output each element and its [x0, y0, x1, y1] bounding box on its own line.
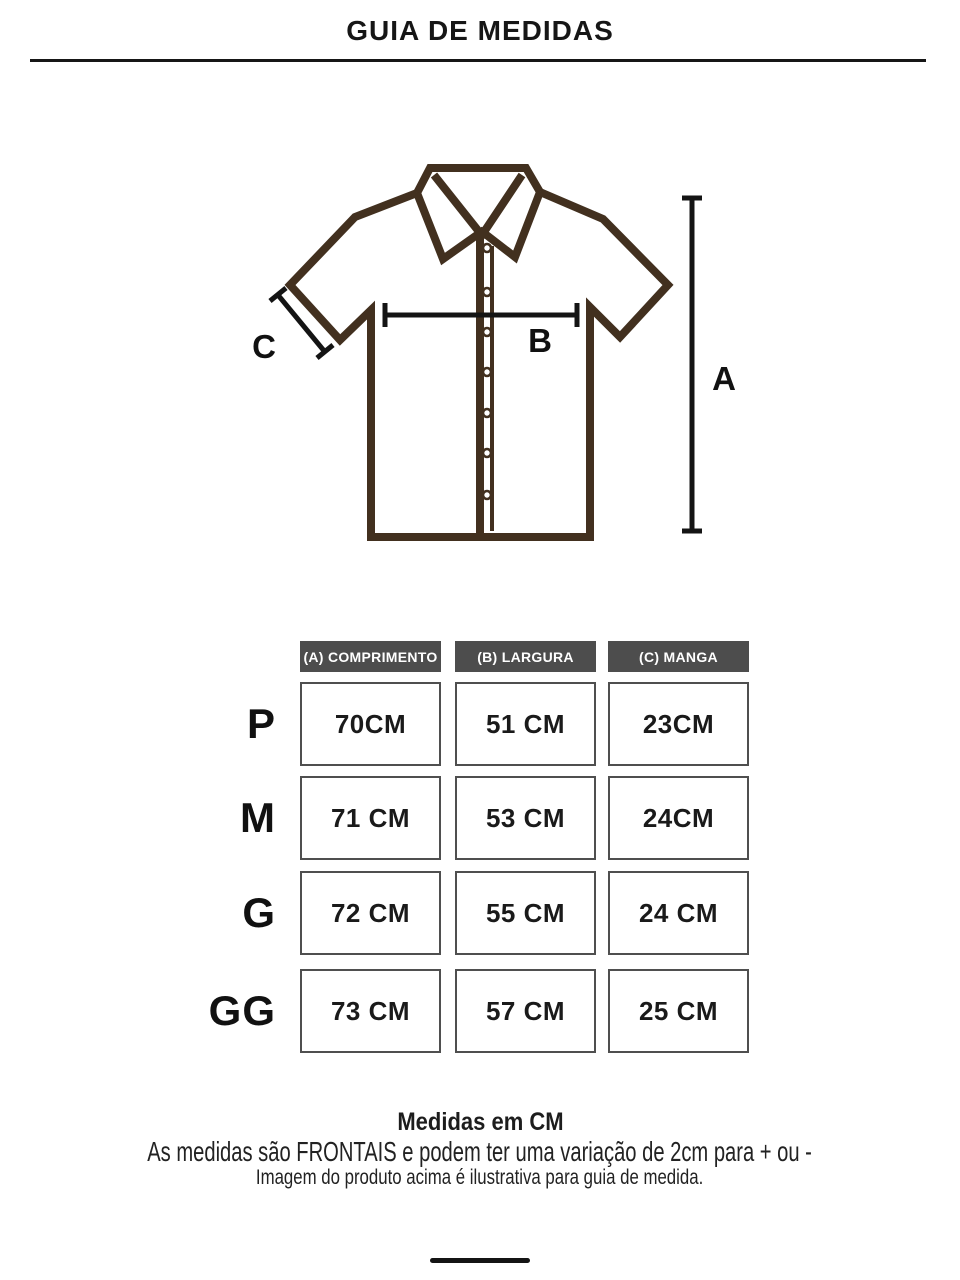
- measure-b-label: B: [528, 322, 552, 359]
- footer-note-variation-text: As medidas são FRONTAIS e podem ter uma variação de 2cm para + ou -: [147, 1136, 813, 1167]
- measure-c: [252, 288, 333, 365]
- column-header-largura: (B) LARGURA: [455, 641, 596, 672]
- cell-gg-manga: 25 CM: [608, 969, 749, 1053]
- measure-a-label: A: [712, 360, 736, 397]
- measure-a: [682, 198, 736, 531]
- cell-p-largura: 51 CM: [455, 682, 596, 766]
- cell-p-comprimento: 70CM: [300, 682, 441, 766]
- cell-g-comprimento: 72 CM: [300, 871, 441, 955]
- measure-c-label: C: [252, 328, 276, 365]
- cell-p-manga: 23CM: [608, 682, 749, 766]
- shirt-icon: [290, 168, 668, 537]
- column-header-manga: (C) MANGA: [608, 641, 749, 672]
- collar-v-right: [480, 175, 522, 238]
- cell-m-manga: 24CM: [608, 776, 749, 860]
- button-icons: [483, 244, 491, 499]
- footer-note-disclaimer: [0, 1166, 960, 1190]
- shirt-measure-diagram: [0, 0, 960, 620]
- cell-gg-comprimento: 73 CM: [300, 969, 441, 1053]
- size-label-g: G: [242, 889, 276, 936]
- size-label-gg: GG: [208, 987, 276, 1034]
- cell-m-largura: 53 CM: [455, 776, 596, 860]
- size-label-p: P: [246, 700, 276, 747]
- page-title: GUIA DE MEDIDAS: [346, 15, 614, 46]
- cell-g-manga: 24 CM: [608, 871, 749, 955]
- collar-v-left: [434, 175, 484, 238]
- footer-note-disclaimer-text: Imagem do produto acima é ilustrativa para guia de medida.: [256, 1166, 704, 1189]
- size-label-m: M: [240, 794, 276, 841]
- cell-m-comprimento: 71 CM: [300, 776, 441, 860]
- footer-note-title-text: Medidas em CM: [396, 1108, 564, 1136]
- cell-g-largura: 55 CM: [455, 871, 596, 955]
- home-indicator-bar: [430, 1258, 530, 1263]
- column-header-comprimento: (A) COMPRIMENTO: [300, 641, 441, 672]
- footer-note-title: [0, 1108, 960, 1136]
- cell-gg-largura: 57 CM: [455, 969, 596, 1053]
- footer-note-variation: [0, 1136, 960, 1168]
